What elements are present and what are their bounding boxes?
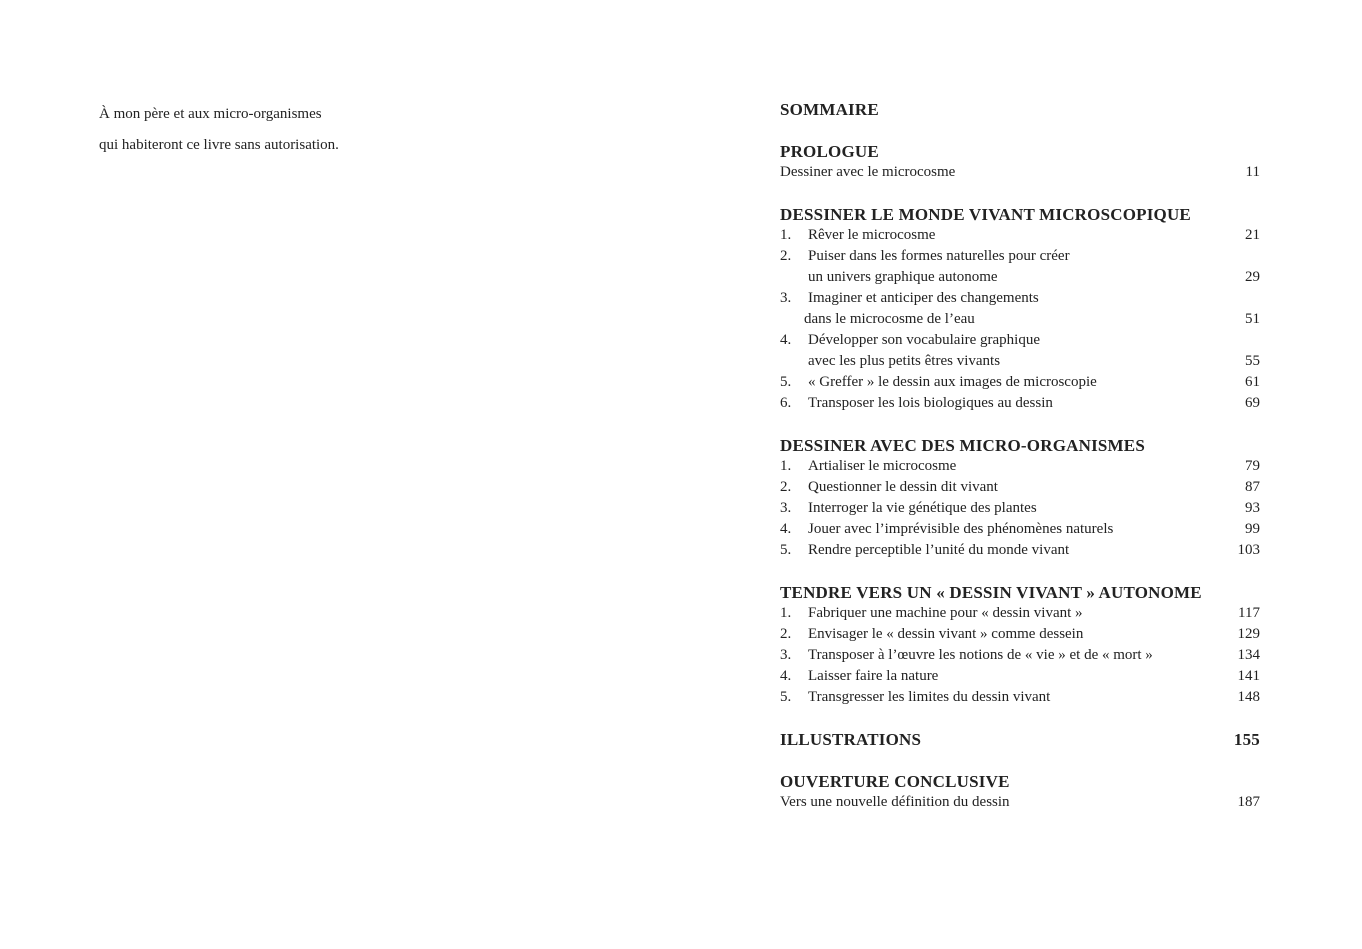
- toc-entry: [780, 624, 1260, 645]
- toc-entry-page-number: 117: [1238, 605, 1260, 621]
- toc-entry-text: [808, 687, 1050, 708]
- toc-entry: [780, 792, 1260, 813]
- toc-entry-line: Interroger la vie génétique des plantes: [808, 500, 1037, 516]
- toc-entry: [780, 603, 1260, 624]
- toc-entry: [780, 687, 1260, 708]
- section-heading-text: DESSINER LE MONDE VIVANT MICROSCOPIQUE: [780, 205, 1191, 224]
- toc-entry-line: Puiser dans les formes naturelles pour créer: [808, 248, 1070, 264]
- toc-entry-number: 5.: [780, 374, 792, 390]
- toc-entry-page-number: 79: [1245, 458, 1260, 474]
- toc-entry: [780, 645, 1260, 666]
- toc-entry-number: 1.: [780, 605, 792, 621]
- toc-entry-number: 3.: [780, 500, 792, 516]
- toc-entry-page-number: 103: [1237, 542, 1260, 558]
- toc-entry-page-number: 99: [1245, 521, 1260, 537]
- toc-entry-page-number: 87: [1245, 479, 1260, 495]
- toc-entry-page-number: 51: [1245, 311, 1260, 327]
- toc-entry-text: [808, 645, 1153, 666]
- section-heading: [780, 141, 1260, 162]
- toc-entry: [780, 540, 1260, 561]
- toc-entry-line: « Greffer » le dessin aux images de microscopie: [808, 374, 1097, 390]
- toc-entry-line: Imaginer et anticiper des changements: [808, 290, 1039, 306]
- toc-entry-page-number: 148: [1237, 689, 1260, 705]
- toc-entry-number: 3.: [780, 647, 792, 663]
- toc-entry-page-number: 61: [1245, 374, 1260, 390]
- toc-entry-line: Jouer avec l’imprévisible des phénomènes naturels: [808, 521, 1114, 537]
- table-of-contents: [780, 99, 1260, 834]
- toc-entry: [780, 225, 1260, 246]
- toc-entry-number: 5.: [780, 689, 792, 705]
- toc-entry-line: un univers graphique autonome: [808, 269, 998, 285]
- toc-entry: [780, 498, 1260, 519]
- toc-entry-number: 2.: [780, 479, 792, 495]
- section-heading-text: TENDRE VERS UN « DESSIN VIVANT » AUTONOME: [780, 583, 1202, 602]
- toc-entry-label: [780, 477, 998, 498]
- section-heading: [780, 729, 1260, 750]
- toc-entry: [780, 393, 1260, 414]
- toc-entry-label: [780, 666, 938, 687]
- toc-entry-line: Questionner le dessin dit vivant: [808, 479, 998, 495]
- toc-entry-label: [780, 519, 1113, 540]
- toc-entry-number: 1.: [780, 227, 792, 243]
- section-heading: [780, 771, 1260, 792]
- section-heading: [780, 204, 1260, 225]
- toc-section: [780, 582, 1260, 708]
- toc-entry-label: [780, 540, 1069, 561]
- toc-entry-line: Dessiner avec le microcosme: [780, 164, 956, 180]
- toc-entry-page-number: 21: [1245, 227, 1260, 243]
- toc-entry-line: Rendre perceptible l’unité du monde vivant: [808, 542, 1070, 558]
- toc-entry-text: [780, 162, 955, 183]
- toc-entry-label: [780, 792, 1010, 813]
- section-heading-text: OUVERTURE CONCLUSIVE: [780, 772, 1010, 791]
- toc-entry-number: 1.: [780, 458, 792, 474]
- toc-entry: [780, 288, 1260, 330]
- toc-entry-text: [808, 225, 935, 246]
- toc-entry-line: Développer son vocabulaire graphique: [808, 332, 1040, 348]
- toc-entry-page-number: 29: [1245, 269, 1260, 285]
- toc-entry-page-number: 69: [1245, 395, 1260, 411]
- toc-entry: [780, 519, 1260, 540]
- dedication-line: À mon père et aux micro-organismes: [99, 106, 322, 122]
- section-heading: [780, 435, 1260, 456]
- toc-entry-text: [808, 519, 1113, 540]
- toc-entry-line: Envisager le « dessin vivant » comme dessein: [808, 626, 1084, 642]
- toc-entry-label: [780, 330, 1040, 372]
- toc-entry-page-number: 141: [1237, 668, 1260, 684]
- toc-entry-line: Rêver le microcosme: [808, 227, 936, 243]
- section-page-number: 155: [1233, 730, 1260, 749]
- toc-entry-label: [780, 225, 935, 246]
- toc-entry-text: [808, 372, 1097, 393]
- dedication: [99, 99, 339, 161]
- right-page: [681, 0, 1362, 949]
- toc-entry-label: [780, 687, 1050, 708]
- toc-entry-line: Vers une nouvelle définition du dessin: [780, 794, 1010, 810]
- section-heading-text: ILLUSTRATIONS: [780, 730, 922, 749]
- toc-entry-number: 4.: [780, 668, 792, 684]
- toc-entry-label: [780, 624, 1083, 645]
- toc-entry: [780, 372, 1260, 393]
- toc-entry-label: [780, 498, 1037, 519]
- toc-entry: [780, 246, 1260, 288]
- toc-entry-number: 4.: [780, 332, 792, 348]
- toc-entry-text: [808, 393, 1053, 414]
- toc-entry-page-number: 187: [1237, 794, 1260, 810]
- toc-entry-line: Artialiser le microcosme: [808, 458, 957, 474]
- toc-entry: [780, 666, 1260, 687]
- toc-section: [780, 771, 1260, 813]
- toc-entry-label: [780, 288, 1039, 330]
- toc-entry-line: Laisser faire la nature: [808, 668, 939, 684]
- toc-entry-page-number: 11: [1245, 164, 1260, 180]
- toc-entry-line: Fabriquer une machine pour « dessin vivant »: [808, 605, 1083, 621]
- toc-entry-label: [780, 246, 1070, 288]
- toc-entry-line: Transposer les lois biologiques au dessin: [808, 395, 1053, 411]
- dedication-line: qui habiteront ce livre sans autorisation.: [99, 137, 339, 153]
- toc-entry: [780, 477, 1260, 498]
- toc-entry-label: [780, 372, 1097, 393]
- toc-title: SOMMAIRE: [780, 100, 879, 119]
- toc-entry-text: [808, 540, 1069, 561]
- toc-entry-text: [808, 624, 1083, 645]
- toc-section: [780, 141, 1260, 183]
- toc-entry-text: [808, 456, 956, 477]
- toc-entry-label: [780, 645, 1153, 666]
- toc-entry: [780, 330, 1260, 372]
- toc-sections: [780, 141, 1260, 813]
- toc-entry-text: [808, 666, 938, 687]
- toc-entry: [780, 456, 1260, 477]
- toc-entry-page-number: 134: [1237, 647, 1260, 663]
- toc-entry-line: Transposer à l’œuvre les notions de « vie » et de « mort »: [808, 647, 1153, 663]
- toc-entry-page-number: 129: [1237, 626, 1260, 642]
- toc-entry-line: dans le microcosme de l’eau: [804, 311, 975, 327]
- toc-entry-text: [808, 330, 1040, 372]
- toc-entry-label: [780, 393, 1053, 414]
- toc-entry-text: [808, 603, 1083, 624]
- toc-entry-text: [808, 477, 998, 498]
- section-heading-text: PROLOGUE: [780, 142, 879, 161]
- toc-entry-number: 2.: [780, 626, 792, 642]
- toc-entry-page-number: 93: [1245, 500, 1260, 516]
- section-heading-text: DESSINER AVEC DES MICRO-ORGANISMES: [780, 436, 1145, 455]
- toc-entry-text: [808, 498, 1037, 519]
- toc-entry: [780, 162, 1260, 183]
- section-heading: [780, 582, 1260, 603]
- toc-entry-line: avec les plus petits êtres vivants: [808, 353, 1001, 369]
- toc-entry-label: [780, 456, 956, 477]
- toc-entry-label: [780, 603, 1083, 624]
- toc-entry-number: 6.: [780, 395, 792, 411]
- toc-entry-number: 4.: [780, 521, 792, 537]
- toc-entry-text: [804, 288, 1039, 330]
- toc-entry-text: [780, 792, 1010, 813]
- toc-entry-number: 3.: [780, 290, 792, 306]
- toc-section: [780, 435, 1260, 561]
- toc-entry-text: [808, 246, 1070, 288]
- toc-section: [780, 204, 1260, 414]
- toc-entry-number: 5.: [780, 542, 792, 558]
- toc-entry-line: Transgresser les limites du dessin vivant: [808, 689, 1051, 705]
- toc-section: [780, 729, 1260, 750]
- toc-entry-number: 2.: [780, 248, 792, 264]
- toc-entry-label: [780, 162, 955, 183]
- toc-entry-page-number: 55: [1245, 353, 1260, 369]
